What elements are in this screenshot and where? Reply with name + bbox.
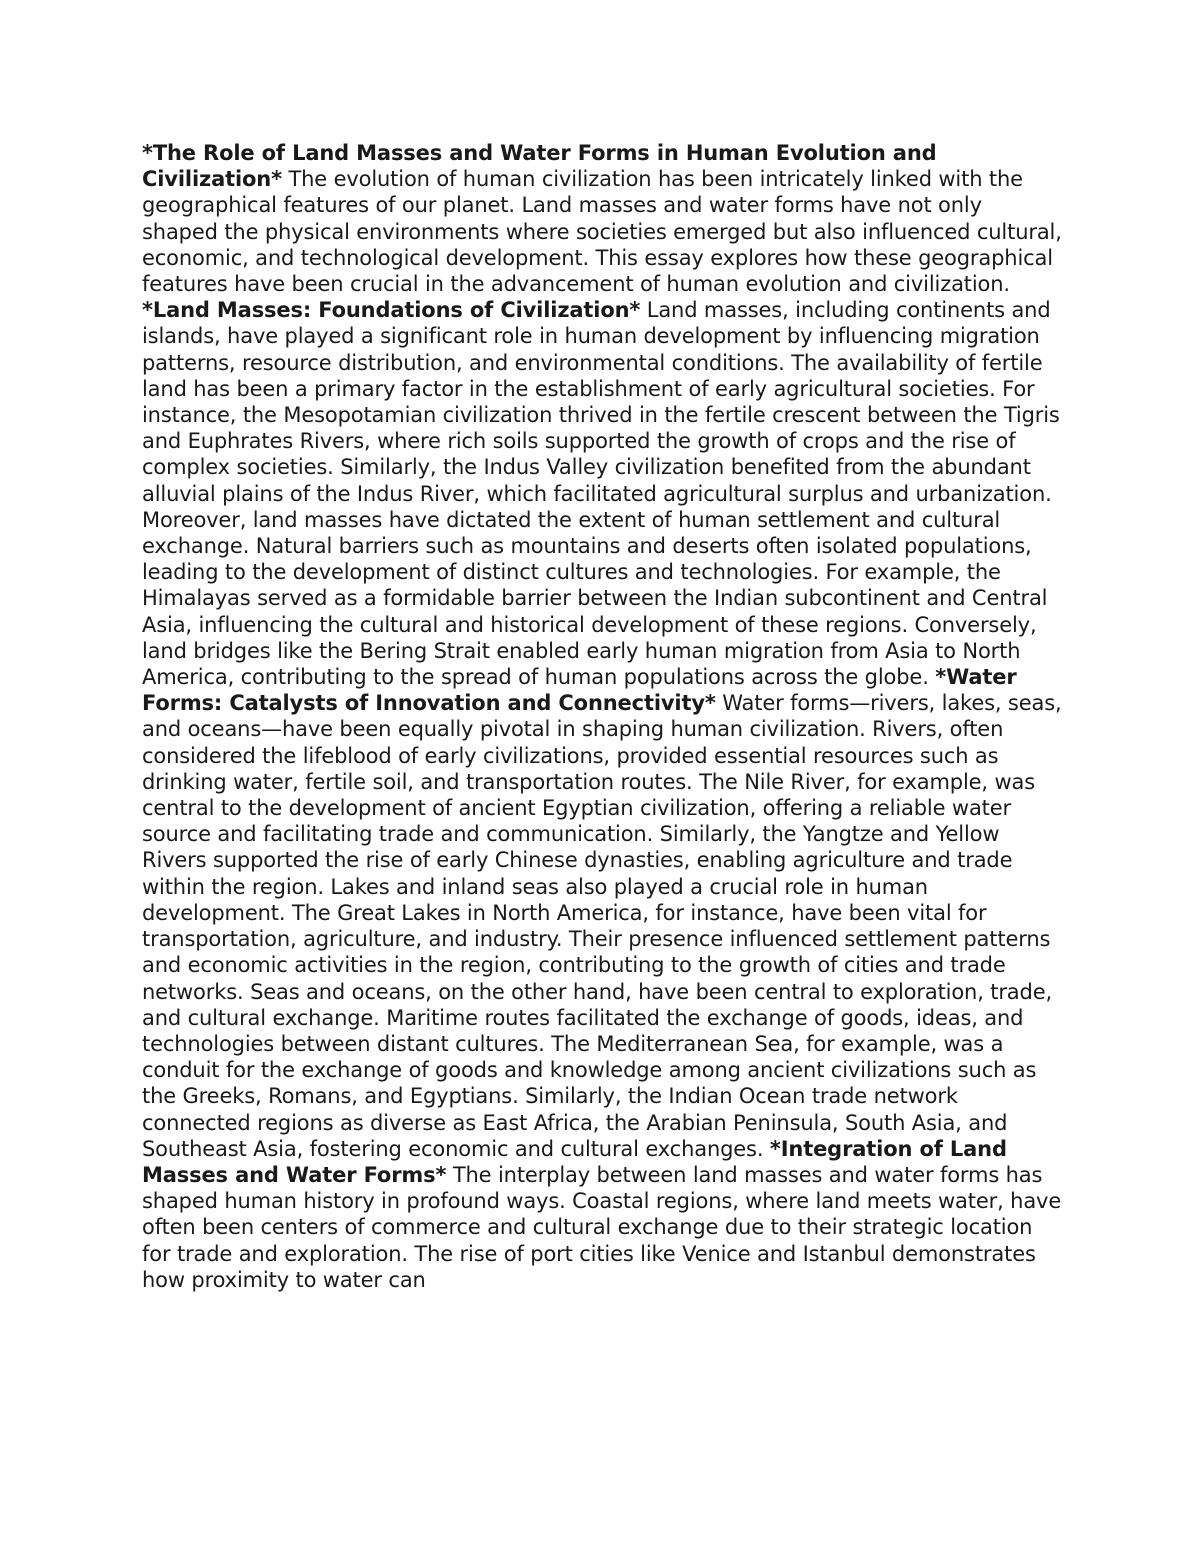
land-masses-text: Land masses, including continents and islands, have played a significant role in human development by influencing migration patterns, resource distribution, and environmental conditions. The availability of fertile land has been a primary factor in the establishment of early agricultural societies. For instance, the Mesopotamian civilization thrived in the fertile crescent between the Tigris and Euphrates Rivers, where rich soils supported the growth of crops and the rise of complex societies. Similarly, the Indus Valley civilization benefited from the abundant alluvial plains of the Indus River, which facilitated agricultural surplus and urbanization. Moreover, land masses have dictated the extent of human settlement and cultural exchange. Natural barriers such as mountains and deserts often isolated populations, leading to the development of distinct cultures and technologies. For example, the Himalayas served as a formidable barrier between the Indian subcontinent and Central Asia, influencing the cultural and historical development of these regions. Conversely, land bridges like the Bering Strait enabled early human migration from Asia to North America, contributing to the spread of human populations across the globe. [142, 298, 1060, 690]
section-heading-land-masses: *Land Masses: Foundations of Civilization* [142, 298, 641, 323]
intro-text: The evolution of human civilization has been intricately linked with the geographical features of our planet. Land masses and water forms have not only shaped the physical environments where societies emerged but also influenced cultural, economic, and technological development. This essay explores how these geographical features have been crucial in the advancement of human evolution and civilization. [142, 167, 1062, 297]
water-forms-text: Water forms—rivers, lakes, seas, and oceans—have been equally pivotal in shaping human civilization. Rivers, often considered the lifeblood of early civilizations, provided essential resources such as drinking water, fertile soil, and transportation routes. The Nile River, for example, was central to the development of ancient Egyptian civilization, offering a reliable water source and facilitating trade and communication. Similarly, the Yangtze and Yellow Rivers supported the rise of early Chinese dynasties, enabling agriculture and trade within the region. Lakes and inland seas also played a crucial role in human development. The Great Lakes in North America, for instance, have been vital for transportation, agriculture, and industry. Their presence influenced settlement patterns and economic activities in the region, contributing to the growth of cities and trade networks. Seas and oceans, on the other hand, have been central to exploration, trade, and cultural exchange. Maritime routes facilitated the exchange of goods, ideas, and technologies between distant cultures. The Mediterranean Sea, for example, was a conduit for the exchange of goods and knowledge among ancient civilizations such as the Greeks, Romans, and Egyptians. Similarly, the Indian Ocean trade network connected regions as diverse as East Africa, the Arabian Peninsula, South Asia, and Southeast Asia, fostering economic and cultural exchanges. [142, 691, 1062, 1161]
essay-paragraph [142, 140, 1064, 1293]
section-heading-integration: *Integration of Land Masses and Water Forms* [142, 1136, 1007, 1187]
section-heading-water-forms: *Water Forms: Catalysts of Innovation and Connectivity* [142, 665, 1017, 716]
integration-text: The interplay between land masses and water forms has shaped human history in profound ways. Coastal regions, where land meets water, have often been centers of commerce and cultural exchange due to their strategic location for trade and exploration. The rise of port cities like Venice and Istanbul demonstrates how proximity to water can [142, 1162, 1062, 1292]
essay-title: *The Role of Land Masses and Water Forms in Human Evolution and Civilization* [142, 141, 937, 192]
